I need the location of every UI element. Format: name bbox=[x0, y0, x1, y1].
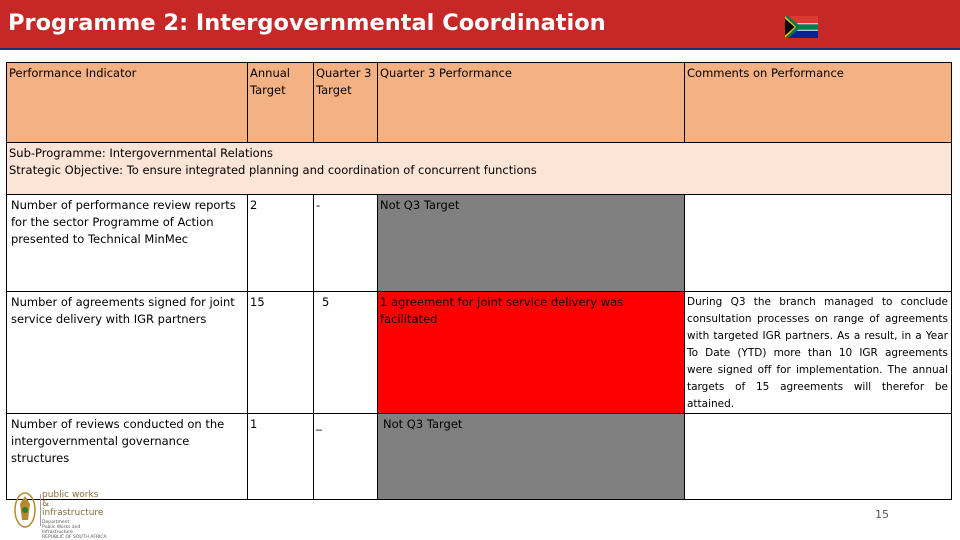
logo-line1: public works bbox=[42, 490, 99, 500]
performance-table bbox=[6, 62, 952, 500]
row2-q3-target: 5 bbox=[314, 292, 378, 414]
header-indicator: Performance Indicator bbox=[7, 63, 248, 143]
table-row bbox=[7, 414, 952, 500]
row3-indicator: Number of reviews conducted on the intergovernmental governance structures bbox=[7, 414, 248, 500]
title-bar bbox=[0, 0, 960, 50]
row3-annual-target: 1 bbox=[248, 414, 314, 500]
page-number: 15 bbox=[875, 508, 889, 521]
logo-text bbox=[42, 491, 112, 540]
row2-q3-performance: 1 agreement for joint service delivery was facilitated bbox=[378, 292, 685, 414]
subprogramme-title: Sub-Programme: Intergovernmental Relations bbox=[9, 146, 273, 160]
south-africa-flag-icon bbox=[785, 16, 818, 38]
row3-comment bbox=[685, 414, 952, 500]
row3-q3-target: _ bbox=[314, 414, 378, 500]
logo-small3: REPUBLIC OF SOUTH AFRICA bbox=[42, 535, 107, 540]
header-comments: Comments on Performance bbox=[685, 63, 952, 143]
row1-comment bbox=[685, 195, 952, 292]
header-q3-target: Quarter 3 Target bbox=[314, 63, 378, 143]
row1-q3-target: - bbox=[314, 195, 378, 292]
row1-q3-performance: Not Q3 Target bbox=[378, 195, 685, 292]
logo-small1: Department: bbox=[42, 520, 71, 525]
row2-indicator: Number of agreements signed for joint service delivery with IGR partners bbox=[7, 292, 248, 414]
table-row bbox=[7, 195, 952, 292]
row1-indicator: Number of performance review reports for the sector Programme of Action presented to Technical MinMec bbox=[7, 195, 248, 292]
strategic-objective: Strategic Objective: To ensure integrated planning and coordination of concurrent functions bbox=[9, 163, 537, 177]
table-row bbox=[7, 292, 952, 414]
logo-small2: Public Works and Infrastructure bbox=[42, 525, 81, 535]
table-header-row bbox=[7, 63, 952, 143]
row1-annual-target: 2 bbox=[248, 195, 314, 292]
slide-title: Programme 2: Intergovernmental Coordination bbox=[8, 10, 606, 36]
row3-q3-performance: Not Q3 Target bbox=[378, 414, 685, 500]
subprogramme-cell bbox=[7, 143, 952, 195]
header-annual-target: Annual Target bbox=[248, 63, 314, 143]
row2-comment: During Q3 the branch managed to conclude consultation processes on range of agreements with targeted IGR partners. As a result, in a Year To Date (YTD) more than 10 IGR agreements were signed off for implementation. The annual targets of 15 agreements will therefor be attained. bbox=[685, 292, 952, 414]
subprogramme-row bbox=[7, 143, 952, 195]
logo-line2: & infrastructure bbox=[42, 499, 104, 518]
row2-annual-target: 15 bbox=[248, 292, 314, 414]
header-q3-performance: Quarter 3 Performance bbox=[378, 63, 685, 143]
